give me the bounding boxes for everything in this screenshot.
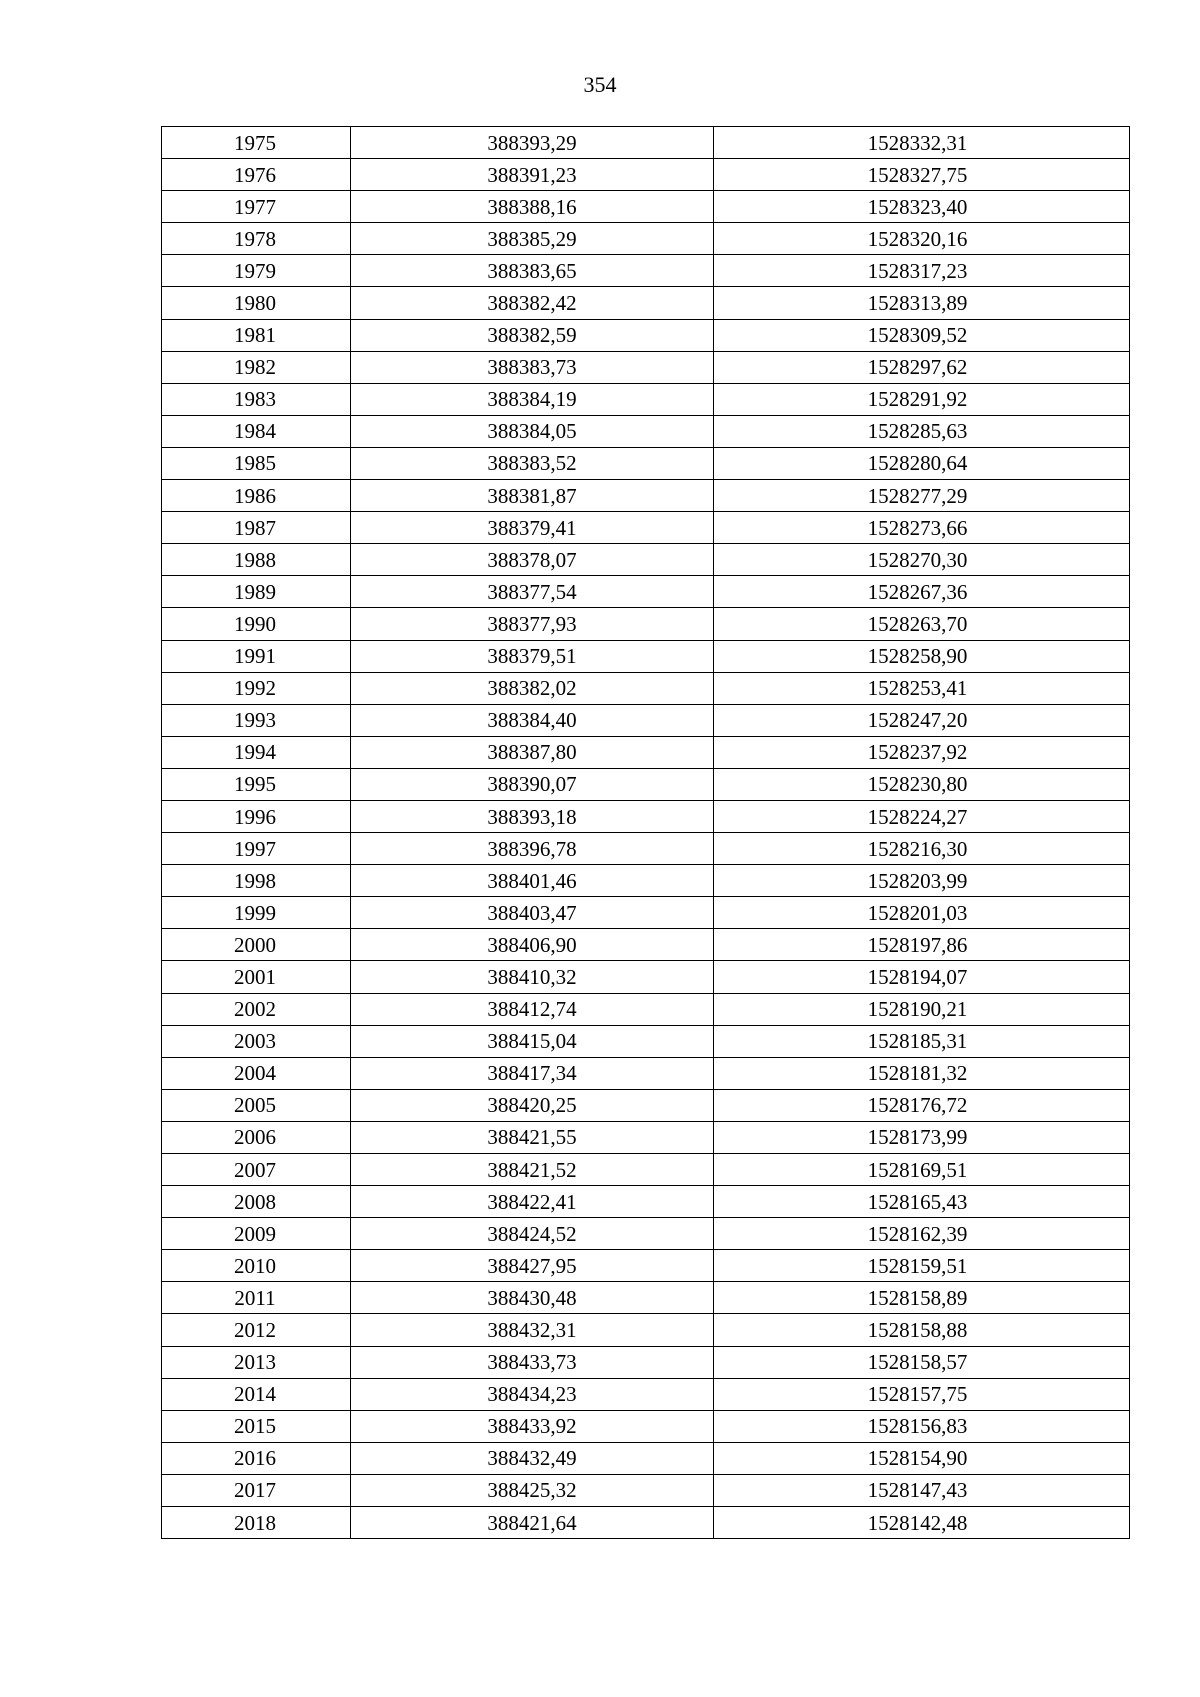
table-row [162, 255, 1130, 287]
x-coordinate-cell: 388420,25 [351, 1089, 714, 1121]
y-coordinate-cell: 1528263,70 [714, 608, 1130, 640]
x-coordinate-cell: 388433,92 [351, 1410, 714, 1442]
y-coordinate-cell: 1528176,72 [714, 1089, 1130, 1121]
x-coordinate-cell: 388422,41 [351, 1186, 714, 1218]
point-number-cell: 1993 [162, 704, 351, 736]
y-coordinate-cell: 1528285,63 [714, 415, 1130, 447]
table-row [162, 544, 1130, 576]
point-number-cell: 2008 [162, 1186, 351, 1218]
table-row [162, 1025, 1130, 1057]
point-number-cell: 1990 [162, 608, 351, 640]
x-coordinate-cell: 388377,93 [351, 608, 714, 640]
x-coordinate-cell: 388425,32 [351, 1474, 714, 1506]
point-number-cell: 2018 [162, 1507, 351, 1539]
x-coordinate-cell: 388383,65 [351, 255, 714, 287]
table-row [162, 1154, 1130, 1186]
coordinates-table [161, 126, 1130, 1539]
x-coordinate-cell: 388401,46 [351, 865, 714, 897]
table-row [162, 1314, 1130, 1346]
x-coordinate-cell: 388384,05 [351, 415, 714, 447]
table-row [162, 897, 1130, 929]
y-coordinate-cell: 1528313,89 [714, 287, 1130, 319]
x-coordinate-cell: 388406,90 [351, 929, 714, 961]
y-coordinate-cell: 1528216,30 [714, 833, 1130, 865]
x-coordinate-cell: 388415,04 [351, 1025, 714, 1057]
y-coordinate-cell: 1528253,41 [714, 672, 1130, 704]
table-row [162, 1121, 1130, 1153]
point-number-cell: 1989 [162, 576, 351, 608]
point-number-cell: 1982 [162, 351, 351, 383]
y-coordinate-cell: 1528230,80 [714, 768, 1130, 800]
point-number-cell: 1981 [162, 319, 351, 351]
x-coordinate-cell: 388424,52 [351, 1218, 714, 1250]
x-coordinate-cell: 388427,95 [351, 1250, 714, 1282]
x-coordinate-cell: 388390,07 [351, 768, 714, 800]
point-number-cell: 2014 [162, 1378, 351, 1410]
y-coordinate-cell: 1528309,52 [714, 319, 1130, 351]
x-coordinate-cell: 388379,51 [351, 640, 714, 672]
point-number-cell: 2015 [162, 1410, 351, 1442]
table-row [162, 223, 1130, 255]
table-row [162, 640, 1130, 672]
x-coordinate-cell: 388421,64 [351, 1507, 714, 1539]
point-number-cell: 1986 [162, 480, 351, 512]
point-number-cell: 1987 [162, 512, 351, 544]
point-number-cell: 2002 [162, 993, 351, 1025]
x-coordinate-cell: 388403,47 [351, 897, 714, 929]
y-coordinate-cell: 1528320,16 [714, 223, 1130, 255]
point-number-cell: 1983 [162, 383, 351, 415]
point-number-cell: 2012 [162, 1314, 351, 1346]
x-coordinate-cell: 388385,29 [351, 223, 714, 255]
point-number-cell: 1978 [162, 223, 351, 255]
point-number-cell: 1996 [162, 800, 351, 832]
x-coordinate-cell: 388384,40 [351, 704, 714, 736]
point-number-cell: 2000 [162, 929, 351, 961]
point-number-cell: 1975 [162, 127, 351, 159]
table-row [162, 865, 1130, 897]
table-row [162, 480, 1130, 512]
table-row [162, 127, 1130, 159]
table-row [162, 1346, 1130, 1378]
y-coordinate-cell: 1528158,57 [714, 1346, 1130, 1378]
y-coordinate-cell: 1528237,92 [714, 736, 1130, 768]
table-row [162, 415, 1130, 447]
point-number-cell: 1979 [162, 255, 351, 287]
table-row [162, 1378, 1130, 1410]
point-number-cell: 2001 [162, 961, 351, 993]
table-row [162, 287, 1130, 319]
x-coordinate-cell: 388391,23 [351, 159, 714, 191]
x-coordinate-cell: 388430,48 [351, 1282, 714, 1314]
point-number-cell: 1992 [162, 672, 351, 704]
point-number-cell: 2003 [162, 1025, 351, 1057]
y-coordinate-cell: 1528291,92 [714, 383, 1130, 415]
x-coordinate-cell: 388393,29 [351, 127, 714, 159]
y-coordinate-cell: 1528332,31 [714, 127, 1130, 159]
x-coordinate-cell: 388417,34 [351, 1057, 714, 1089]
table-row [162, 961, 1130, 993]
table-row [162, 1282, 1130, 1314]
table-row [162, 1089, 1130, 1121]
y-coordinate-cell: 1528273,66 [714, 512, 1130, 544]
y-coordinate-cell: 1528181,32 [714, 1057, 1130, 1089]
x-coordinate-cell: 388388,16 [351, 191, 714, 223]
point-number-cell: 2013 [162, 1346, 351, 1378]
table-row [162, 191, 1130, 223]
y-coordinate-cell: 1528323,40 [714, 191, 1130, 223]
y-coordinate-cell: 1528267,36 [714, 576, 1130, 608]
y-coordinate-cell: 1528156,83 [714, 1410, 1130, 1442]
table-row [162, 512, 1130, 544]
y-coordinate-cell: 1528190,21 [714, 993, 1130, 1025]
x-coordinate-cell: 388421,52 [351, 1154, 714, 1186]
y-coordinate-cell: 1528203,99 [714, 865, 1130, 897]
point-number-cell: 1980 [162, 287, 351, 319]
table-row [162, 1057, 1130, 1089]
x-coordinate-cell: 388377,54 [351, 576, 714, 608]
y-coordinate-cell: 1528197,86 [714, 929, 1130, 961]
x-coordinate-cell: 388410,32 [351, 961, 714, 993]
table-row [162, 319, 1130, 351]
y-coordinate-cell: 1528224,27 [714, 800, 1130, 832]
y-coordinate-cell: 1528201,03 [714, 897, 1130, 929]
point-number-cell: 1976 [162, 159, 351, 191]
point-number-cell: 1998 [162, 865, 351, 897]
table-row [162, 1474, 1130, 1506]
table-row [162, 800, 1130, 832]
point-number-cell: 2017 [162, 1474, 351, 1506]
point-number-cell: 1984 [162, 415, 351, 447]
table-row [162, 1442, 1130, 1474]
table-row [162, 1186, 1130, 1218]
y-coordinate-cell: 1528247,20 [714, 704, 1130, 736]
x-coordinate-cell: 388433,73 [351, 1346, 714, 1378]
point-number-cell: 2007 [162, 1154, 351, 1186]
x-coordinate-cell: 388383,73 [351, 351, 714, 383]
y-coordinate-cell: 1528277,29 [714, 480, 1130, 512]
x-coordinate-cell: 388432,31 [351, 1314, 714, 1346]
table-row [162, 833, 1130, 865]
x-coordinate-cell: 388382,02 [351, 672, 714, 704]
point-number-cell: 2006 [162, 1121, 351, 1153]
table-row [162, 1218, 1130, 1250]
x-coordinate-cell: 388387,80 [351, 736, 714, 768]
point-number-cell: 2011 [162, 1282, 351, 1314]
page-number: 354 [583, 72, 617, 97]
table-row [162, 704, 1130, 736]
y-coordinate-cell: 1528185,31 [714, 1025, 1130, 1057]
point-number-cell: 1997 [162, 833, 351, 865]
x-coordinate-cell: 388384,19 [351, 383, 714, 415]
x-coordinate-cell: 388396,78 [351, 833, 714, 865]
table-row [162, 351, 1130, 383]
y-coordinate-cell: 1528158,89 [714, 1282, 1130, 1314]
y-coordinate-cell: 1528158,88 [714, 1314, 1130, 1346]
table-row [162, 993, 1130, 1025]
y-coordinate-cell: 1528157,75 [714, 1378, 1130, 1410]
table-row [162, 1507, 1130, 1539]
x-coordinate-cell: 388421,55 [351, 1121, 714, 1153]
y-coordinate-cell: 1528317,23 [714, 255, 1130, 287]
x-coordinate-cell: 388382,59 [351, 319, 714, 351]
point-number-cell: 1977 [162, 191, 351, 223]
y-coordinate-cell: 1528258,90 [714, 640, 1130, 672]
point-number-cell: 1995 [162, 768, 351, 800]
y-coordinate-cell: 1528173,99 [714, 1121, 1130, 1153]
point-number-cell: 2016 [162, 1442, 351, 1474]
point-number-cell: 1999 [162, 897, 351, 929]
table-row [162, 447, 1130, 479]
table-row [162, 929, 1130, 961]
table-row [162, 736, 1130, 768]
x-coordinate-cell: 388434,23 [351, 1378, 714, 1410]
point-number-cell: 2004 [162, 1057, 351, 1089]
table-row [162, 1250, 1130, 1282]
y-coordinate-cell: 1528154,90 [714, 1442, 1130, 1474]
x-coordinate-cell: 388379,41 [351, 512, 714, 544]
point-number-cell: 2009 [162, 1218, 351, 1250]
x-coordinate-cell: 388383,52 [351, 447, 714, 479]
point-number-cell: 1985 [162, 447, 351, 479]
point-number-cell: 1988 [162, 544, 351, 576]
table-row [162, 672, 1130, 704]
y-coordinate-cell: 1528270,30 [714, 544, 1130, 576]
y-coordinate-cell: 1528165,43 [714, 1186, 1130, 1218]
x-coordinate-cell: 388412,74 [351, 993, 714, 1025]
table-row [162, 608, 1130, 640]
y-coordinate-cell: 1528162,39 [714, 1218, 1130, 1250]
point-number-cell: 2005 [162, 1089, 351, 1121]
table-row [162, 159, 1130, 191]
y-coordinate-cell: 1528159,51 [714, 1250, 1130, 1282]
x-coordinate-cell: 388382,42 [351, 287, 714, 319]
y-coordinate-cell: 1528194,07 [714, 961, 1130, 993]
x-coordinate-cell: 388378,07 [351, 544, 714, 576]
table-row [162, 1410, 1130, 1442]
point-number-cell: 1991 [162, 640, 351, 672]
x-coordinate-cell: 388381,87 [351, 480, 714, 512]
y-coordinate-cell: 1528169,51 [714, 1154, 1130, 1186]
y-coordinate-cell: 1528142,48 [714, 1507, 1130, 1539]
table-row [162, 768, 1130, 800]
table-row [162, 576, 1130, 608]
point-number-cell: 1994 [162, 736, 351, 768]
coordinates-table-body [162, 127, 1130, 1539]
x-coordinate-cell: 388432,49 [351, 1442, 714, 1474]
y-coordinate-cell: 1528147,43 [714, 1474, 1130, 1506]
y-coordinate-cell: 1528280,64 [714, 447, 1130, 479]
point-number-cell: 2010 [162, 1250, 351, 1282]
y-coordinate-cell: 1528327,75 [714, 159, 1130, 191]
y-coordinate-cell: 1528297,62 [714, 351, 1130, 383]
table-row [162, 383, 1130, 415]
x-coordinate-cell: 388393,18 [351, 800, 714, 832]
